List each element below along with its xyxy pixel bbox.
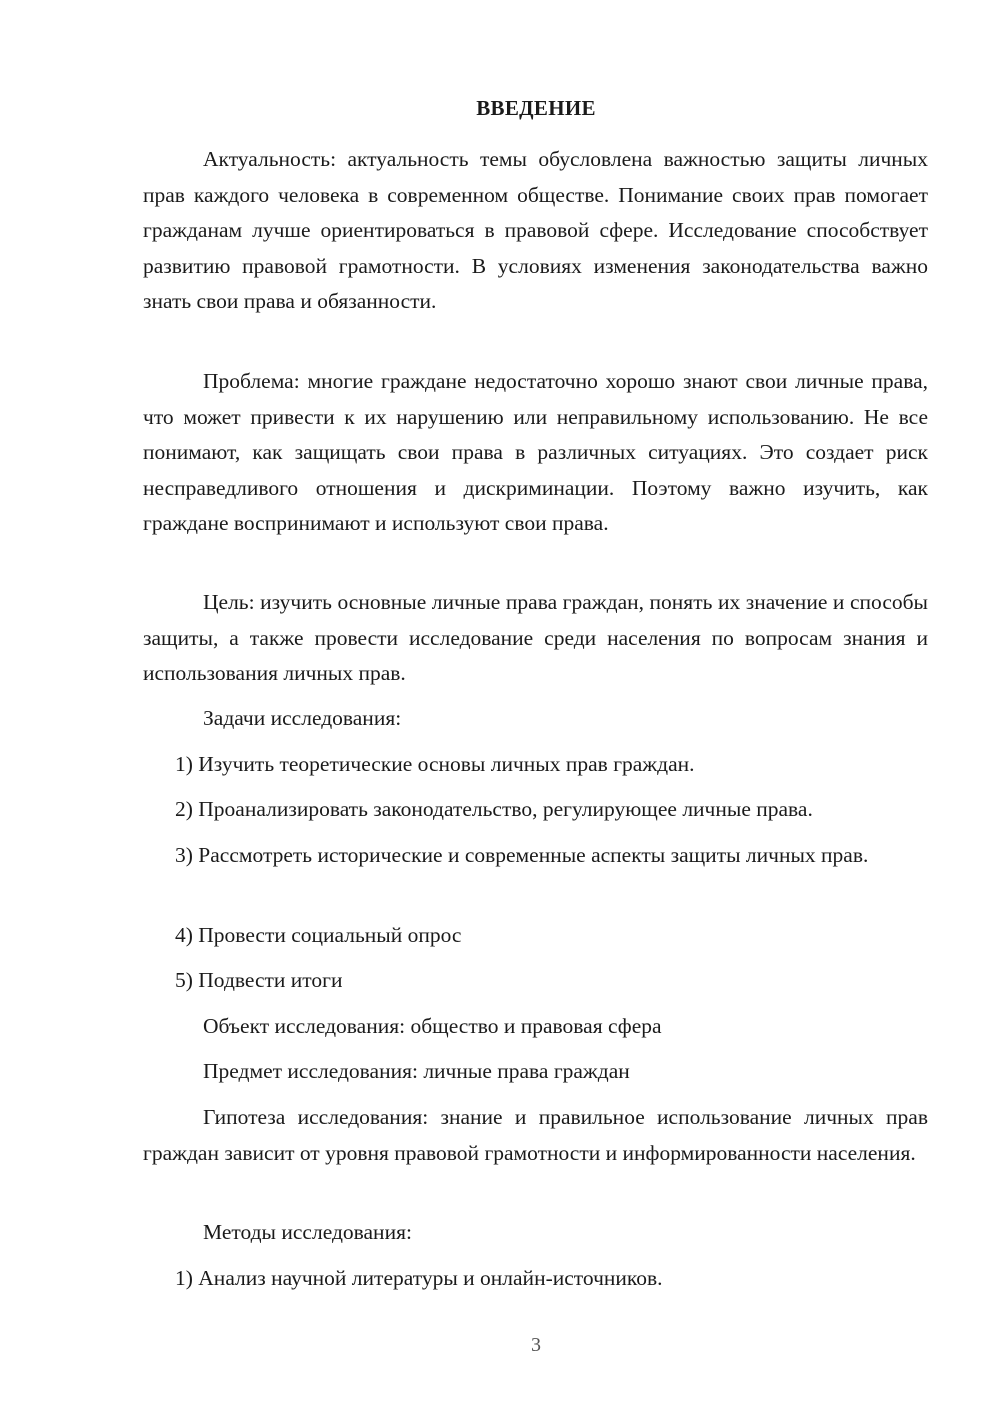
problem-paragraph: Проблема: многие граждане недостаточно хорошо знают свои личные права, что может привести к их нарушению или неправильному использованию. Не все понимают, как защищать свои права в различных ситуациях. Это создает риск несправедливого отношения и дискриминации. Поэтому важно изучить, как граждане воспринимают и используют свои права. [143, 369, 928, 536]
method-item-1: 1) Анализ научной литературы и онлайн-источников. [175, 1266, 663, 1290]
page-number: 3 [531, 1334, 541, 1356]
methods-heading: Методы исследования: [203, 1220, 412, 1244]
section-title: ВВЕДЕНИЕ [476, 96, 596, 120]
research-object: Объект исследования: общество и правовая сфера [203, 1014, 662, 1038]
research-subject: Предмет исследования: личные права граждан [203, 1059, 630, 1083]
task-item-2: 2) Проанализировать законодательство, регулирующее личные права. [175, 797, 813, 821]
task-item-3: 3) Рассмотреть исторические и современные аспекты защиты личных прав. [175, 843, 869, 867]
tasks-heading: Задачи исследования: [203, 706, 402, 730]
task-item-5: 5) Подвести итоги [175, 968, 343, 992]
relevance-paragraph: Актуальность: актуальность темы обусловлена важностью защиты личных прав каждого человека в современном обществе. Понимание своих прав помогает гражданам лучше ориентироваться в правовой сфере. Исследование способствует развитию правовой грамотности. В условиях изменения законодательства важно знать свои права и обязанности. [143, 147, 928, 314]
task-item-4: 4) Провести социальный опрос [175, 923, 462, 947]
goal-paragraph: Цель: изучить основные личные права граждан, понять их значение и способы защиты, а также провести исследование среди населения по вопросам знания и использования личных прав. [143, 590, 928, 686]
hypothesis-paragraph: Гипотеза исследования: знание и правильное использование личных прав граждан зависит от уровня правовой грамотности и информированности населения. [143, 1105, 928, 1165]
task-item-1: 1) Изучить теоретические основы личных прав граждан. [175, 752, 695, 776]
